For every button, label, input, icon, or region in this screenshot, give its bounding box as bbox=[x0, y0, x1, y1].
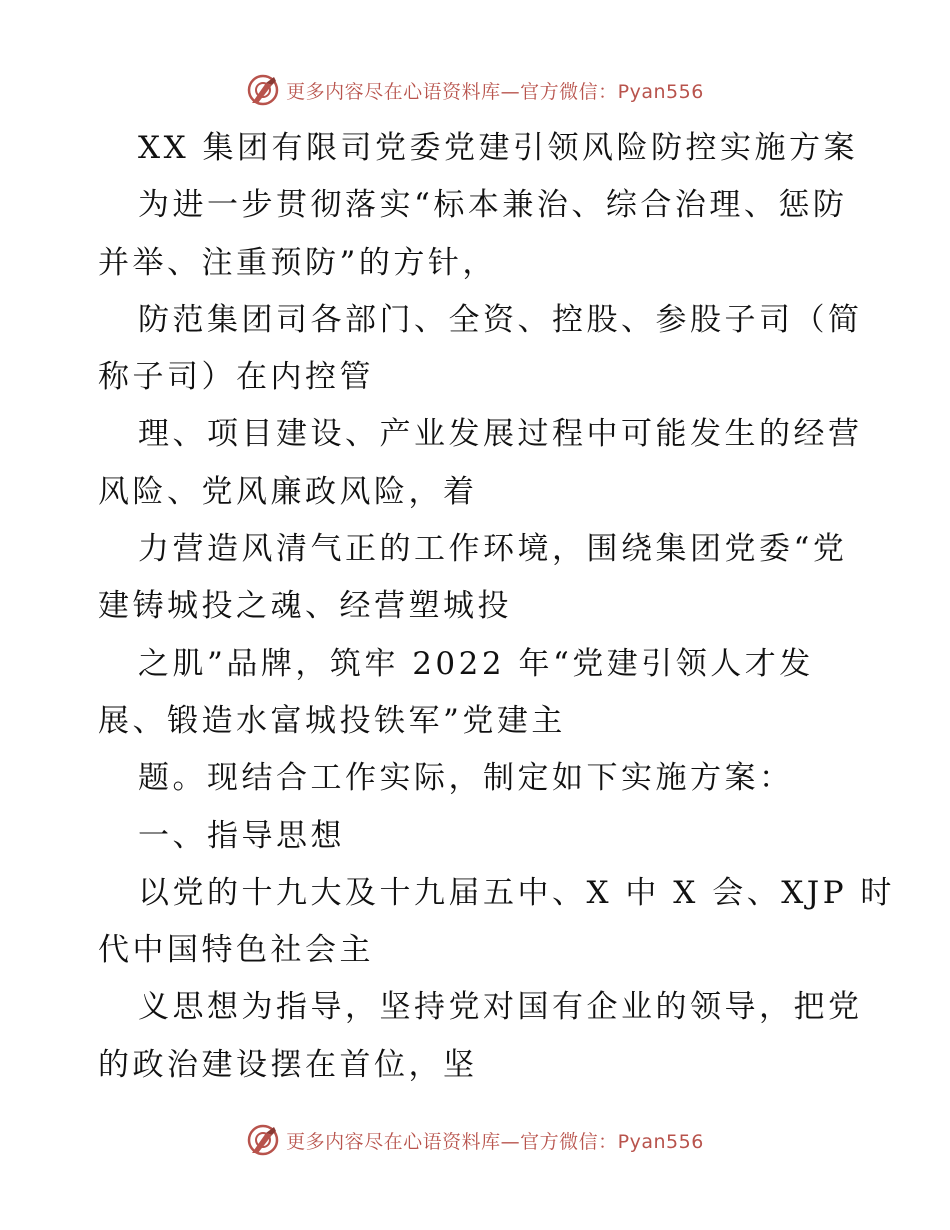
paragraph-line: 题。现结合工作实际，制定如下实施方案： bbox=[138, 760, 794, 797]
paragraph-line: 风险、党风廉政风险，着 bbox=[98, 473, 478, 510]
watermark-text: 更多内容尽在心语资料库—官方微信：Pyan556 bbox=[286, 1130, 704, 1153]
paragraph-line: 理、项目建设、产业发展过程中可能发生的经营 bbox=[138, 416, 863, 453]
paragraph-line: 展、锻造水富城投铁军”党建主 bbox=[98, 702, 566, 739]
paragraph-line: 为进一步贯彻落实“标本兼治、综合治理、惩防 bbox=[138, 187, 848, 224]
watermark-text: 更多内容尽在心语资料库—官方微信：Pyan556 bbox=[286, 80, 704, 103]
paragraph-line: 义思想为指导，坚持党对国有企业的领导，把党 bbox=[138, 989, 863, 1026]
paragraph-line: 建铸城投之魂、经营塑城投 bbox=[98, 588, 512, 625]
section-heading: 一、指导思想 bbox=[138, 817, 345, 854]
pen-logo-icon bbox=[246, 1123, 280, 1157]
paragraph-line: 之肌”品牌，筑牢 2022 年“党建引领人才发 bbox=[138, 645, 814, 682]
document-body bbox=[98, 120, 895, 1094]
footer-watermark bbox=[0, 1120, 950, 1160]
document-title: XX 集团有限司党委党建引领风险防控实施方案 bbox=[138, 130, 858, 166]
paragraph-line: 的政治建设摆在首位，坚 bbox=[98, 1046, 478, 1083]
header-watermark bbox=[0, 70, 950, 110]
paragraph-line: 称子司）在内控管 bbox=[98, 359, 374, 396]
paragraph-line: 并举、注重预防”的方针， bbox=[98, 244, 497, 281]
pen-logo-icon bbox=[246, 73, 280, 107]
paragraph-line: 防范集团司各部门、全资、控股、参股子司（简 bbox=[138, 301, 863, 338]
paragraph-line: 以党的十九大及十九届五中、X 中 X 会、XJP 时 bbox=[138, 874, 895, 911]
paragraph-line: 代中国特色社会主 bbox=[98, 932, 374, 969]
paragraph-line: 力营造风清气正的工作环境，围绕集团党委“党 bbox=[138, 531, 848, 568]
